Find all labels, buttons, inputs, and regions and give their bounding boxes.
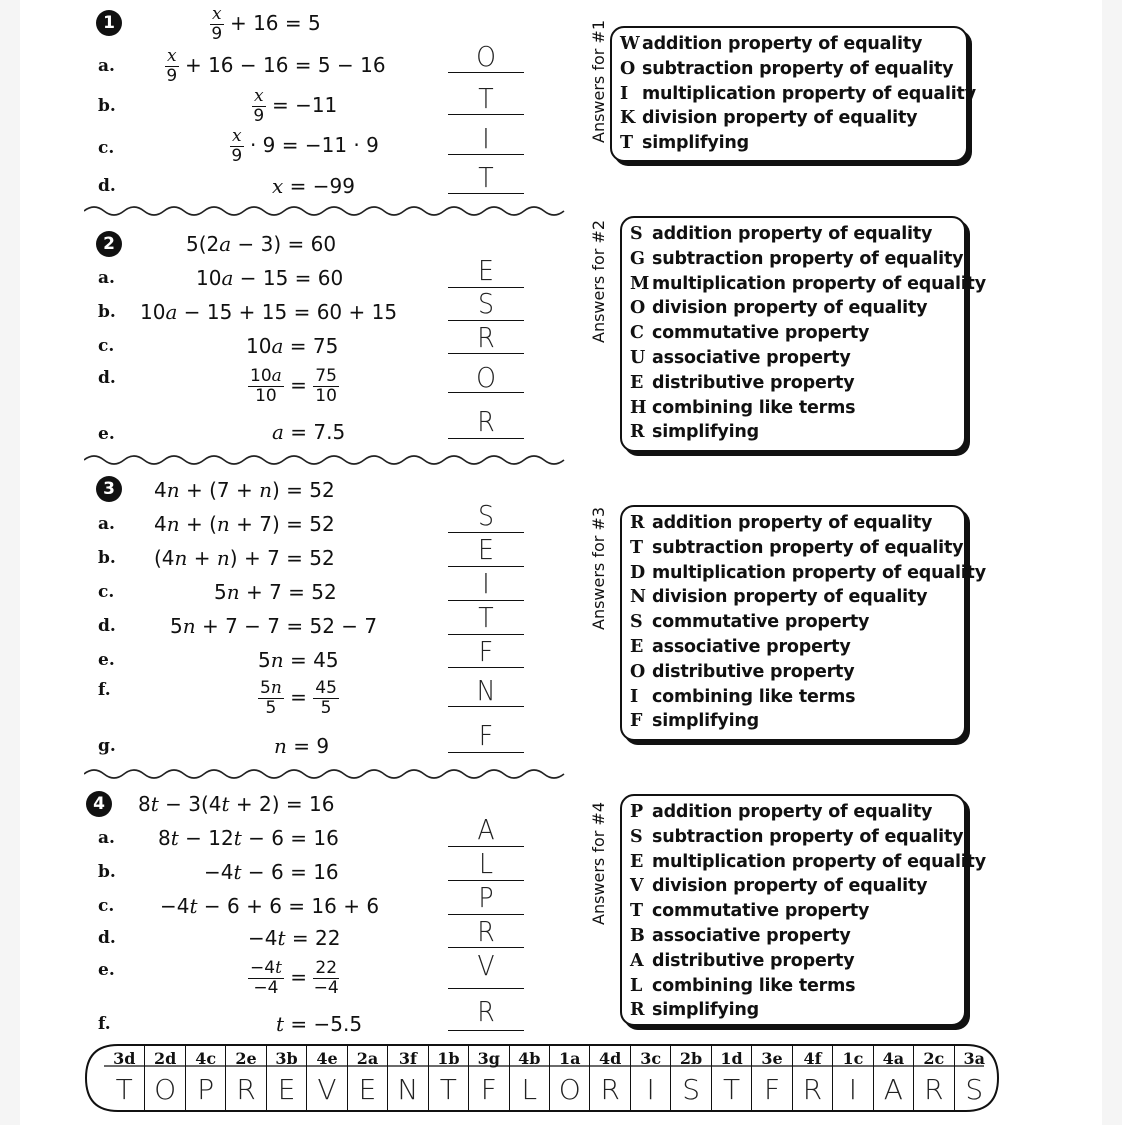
choice-row: S subtraction property of equality — [630, 826, 964, 847]
decoder-cell — [792, 1045, 832, 1111]
step-label: c. — [98, 582, 115, 602]
step-label: f. — [98, 680, 111, 700]
decoder-letter[interactable]: P — [197, 1073, 215, 1106]
decoder-letter[interactable]: F — [763, 1073, 781, 1106]
problem-4-step-b-equation: −4t − 6 = 16 — [204, 860, 339, 884]
choice-row: E associative property — [630, 636, 851, 657]
decoder-code: 4e — [316, 1049, 338, 1068]
problem-1-step-d-equation: x = −99 — [272, 174, 355, 198]
answers-for-4-label: Answers for #4 — [589, 801, 608, 925]
answers-for-3-label: Answers for #3 — [589, 506, 608, 630]
step-label: b. — [98, 548, 116, 568]
decoder-code: 4f — [803, 1049, 822, 1068]
decoder-code: 2e — [235, 1049, 257, 1068]
decoder-letter[interactable]: I — [848, 1073, 858, 1106]
answer-2d[interactable]: O — [476, 361, 496, 394]
step-label: f. — [98, 1014, 111, 1034]
answers-for-1-label: Answers for #1 — [589, 19, 608, 143]
problem-3-original-equation: 4n + (7 + n) = 52 — [154, 478, 335, 502]
decoder-code: 4b — [518, 1049, 541, 1068]
problem-2-step-d-equation: $\frac{10a}{10}$ = $\frac{75}{10}$ — [250, 366, 337, 406]
answer-3a[interactable]: S — [477, 499, 495, 532]
step-label: c. — [98, 896, 115, 916]
answer-blank — [448, 1030, 524, 1031]
wavy-divider — [84, 766, 574, 782]
choice-row: R simplifying — [630, 422, 759, 443]
step-label: c. — [98, 336, 115, 356]
problem-2-step-c-equation: 10a = 75 — [246, 334, 339, 358]
answer-3b[interactable]: E — [478, 533, 494, 566]
problem-1-original-equation: $\frac{x}{9}$ + 16 = 5 — [211, 4, 321, 44]
answer-3f[interactable]: N — [476, 674, 496, 707]
problem-3-step-e-equation: 5n = 45 — [258, 648, 339, 672]
choice-row: E multiplication property of equality — [630, 851, 986, 872]
problem-3-step-b-equation: (4n + n) + 7 = 52 — [154, 546, 335, 570]
step-label: b. — [98, 302, 116, 322]
problem-2-step-a-equation: 10a − 15 = 60 — [196, 266, 344, 290]
problem-4-step-a-equation: 8t − 12t − 6 = 16 — [158, 826, 339, 850]
decoder-letter[interactable]: R — [802, 1073, 823, 1106]
choice-row: O division property of equality — [630, 298, 928, 319]
answer-blank — [448, 947, 524, 948]
decoder-code: 3g — [477, 1049, 500, 1068]
problem-4-original-equation: 8t − 3(4t + 2) = 16 — [138, 792, 335, 816]
decoder-cell — [630, 1045, 670, 1111]
step-label: a. — [98, 268, 115, 288]
choice-row: O distributive property — [630, 661, 855, 682]
answer-4b[interactable]: L — [478, 847, 494, 880]
decoder-cell — [549, 1045, 589, 1111]
answer-blank — [448, 392, 524, 393]
problem-4-step-d-equation: −4t = 22 — [248, 926, 341, 950]
decoder-cell — [711, 1045, 751, 1111]
step-label: g. — [98, 736, 116, 756]
step-label: b. — [98, 862, 116, 882]
decoder-cell — [832, 1045, 872, 1111]
decoder-letter[interactable]: O — [558, 1073, 581, 1106]
decoder-cell — [428, 1045, 468, 1111]
decoder-letter[interactable]: A — [883, 1073, 903, 1106]
answer-1d[interactable]: T — [478, 161, 494, 194]
decoder-cell — [306, 1045, 346, 1111]
problem-4-step-e-equation: $\frac{-4t}{-4}$ = $\frac{22}{-4}$ — [250, 958, 339, 998]
decoder-letter[interactable]: S — [965, 1073, 984, 1106]
decoder-letter[interactable]: R — [924, 1073, 944, 1106]
problem-3-choices — [620, 505, 986, 741]
answer-blank — [448, 438, 524, 439]
problem-4-choices — [620, 794, 986, 1026]
decoder-cell — [589, 1045, 629, 1111]
answer-3c[interactable]: I — [482, 567, 490, 600]
worksheet-page — [20, 0, 1102, 1125]
answer-blank — [448, 154, 524, 155]
decoder-letter[interactable]: T — [439, 1073, 457, 1106]
problem-4-step-f-equation: t = −5.5 — [276, 1012, 363, 1036]
wavy-divider — [84, 203, 574, 219]
choice-row: I combining like terms — [630, 686, 856, 707]
answer-4c[interactable]: P — [478, 881, 494, 914]
step-label: a. — [98, 828, 115, 848]
step-label: d. — [98, 616, 116, 636]
problem-2-number: 2 — [96, 231, 122, 257]
answer-4d[interactable]: R — [477, 915, 495, 948]
choice-row: O subtraction property of equality — [620, 58, 954, 79]
step-label: a. — [98, 514, 115, 534]
problem-4-step-c-equation: −4t − 6 + 6 = 16 + 6 — [160, 894, 380, 918]
decoder-cell — [266, 1045, 306, 1111]
answer-blank — [448, 72, 524, 73]
problem-2-original-equation: 5(2a − 3) = 60 — [186, 232, 337, 256]
decoder-code: 1b — [437, 1049, 460, 1068]
decoder-code: 3f — [398, 1049, 417, 1068]
answer-4f[interactable]: R — [477, 995, 495, 1028]
answer-blank — [448, 353, 524, 354]
answer-3d[interactable]: T — [478, 601, 494, 634]
answer-2c[interactable]: R — [477, 321, 495, 354]
step-label: d. — [98, 928, 116, 948]
decoder-code: 3a — [963, 1049, 985, 1068]
answer-4e[interactable]: V — [477, 949, 495, 982]
decoder-cell — [104, 1045, 144, 1111]
choice-row: S addition property of equality — [630, 224, 933, 244]
choice-row: W addition property of equality — [620, 34, 923, 54]
decoder-code: 1a — [558, 1049, 581, 1068]
answer-1a[interactable]: O — [476, 40, 496, 73]
answer-2e[interactable]: R — [477, 405, 495, 438]
choice-row: T subtraction property of equality — [630, 537, 964, 558]
problem-2-step-b-equation: 10a − 15 + 15 = 60 + 15 — [140, 300, 398, 324]
problem-2-step-e-equation: a = 7.5 — [272, 420, 346, 444]
decoder-cell — [468, 1045, 508, 1111]
decoder-letter[interactable]: E — [358, 1073, 377, 1106]
decoder-cell — [509, 1045, 549, 1111]
choice-row: F simplifying — [630, 711, 759, 732]
decoder-cell — [913, 1045, 953, 1111]
choice-row: B associative property — [630, 925, 851, 946]
decoder-letter[interactable]: T — [115, 1073, 133, 1106]
choice-row: P addition property of equality — [630, 802, 933, 822]
decoder-letter[interactable]: F — [480, 1073, 497, 1106]
decoder-letter[interactable]: R — [600, 1073, 620, 1106]
decoder-code: 3e — [761, 1049, 783, 1068]
step-label: d. — [98, 176, 116, 196]
answer-3g[interactable]: F — [478, 719, 494, 752]
answer-1c[interactable]: I — [482, 122, 490, 155]
decoder-code: 2a — [356, 1049, 379, 1068]
decoder-code: 3b — [275, 1049, 298, 1068]
decoder-cell — [225, 1045, 265, 1111]
decoder-cell — [751, 1045, 791, 1111]
step-label: c. — [98, 138, 115, 158]
decoder-cell — [387, 1045, 427, 1111]
decoder-code: 2d — [154, 1049, 177, 1068]
answer-blank — [448, 988, 524, 989]
decoder-cell — [873, 1045, 913, 1111]
problem-1-step-b-equation: $\frac{x}{9}$ = −11 — [253, 86, 338, 126]
decoder-letter[interactable]: T — [722, 1073, 741, 1106]
choice-row: G subtraction property of equality — [630, 248, 964, 269]
decoder-letter[interactable]: O — [154, 1073, 177, 1106]
choice-row: U associative property — [630, 347, 851, 368]
choice-row: C commutative property — [630, 323, 870, 344]
problem-4-number: 4 — [86, 791, 112, 817]
decoder-cell — [185, 1045, 225, 1111]
problem-1-step-a-equation: $\frac{x}{9}$ + 16 − 16 = 5 − 16 — [166, 46, 386, 86]
answers-for-2-label: Answers for #2 — [589, 219, 608, 343]
choice-row: E distributive property — [630, 372, 855, 393]
answer-2b[interactable]: S — [477, 287, 495, 320]
decoder-code: 1d — [720, 1049, 743, 1068]
decoder-cell — [347, 1045, 387, 1111]
decoder-code: 1c — [842, 1049, 864, 1068]
answer-1b[interactable]: T — [478, 82, 494, 115]
choice-row: I multiplication property of equality — [620, 83, 976, 104]
answer-blank — [448, 193, 524, 194]
decoder-cell — [144, 1045, 184, 1111]
problem-1-number: 1 — [96, 10, 122, 36]
decoder-code: 4c — [195, 1049, 217, 1068]
problem-3-step-g-equation: n = 9 — [274, 734, 330, 758]
choice-row: H combining like terms — [630, 397, 856, 418]
decoder-letter[interactable]: E — [277, 1073, 296, 1106]
choice-row: K division property of equality — [620, 108, 918, 129]
decoder-band — [104, 1045, 994, 1111]
step-label: e. — [98, 424, 115, 444]
problem-3-step-a-equation: 4n + (n + 7) = 52 — [154, 512, 335, 536]
step-label: b. — [98, 96, 116, 116]
answer-blank — [448, 752, 524, 753]
answer-blank — [448, 114, 524, 115]
decoder-code: 4d — [599, 1049, 622, 1068]
problem-3-step-d-equation: 5n + 7 − 7 = 52 − 7 — [170, 614, 378, 638]
step-label: e. — [98, 650, 115, 670]
choice-row: T commutative property — [630, 901, 870, 922]
problem-2-choices — [620, 216, 986, 452]
decoder-code: 2c — [923, 1049, 945, 1068]
decoder-letter[interactable]: L — [521, 1073, 538, 1106]
choice-row: N division property of equality — [630, 587, 928, 608]
choice-row: S commutative property — [630, 612, 870, 633]
choice-row: T simplifying — [620, 133, 749, 154]
problem-3-step-c-equation: 5n + 7 = 52 — [214, 580, 337, 604]
problem-1-step-c-equation: $\frac{x}{9}$ · 9 = −11 · 9 — [231, 126, 379, 166]
answer-blank — [448, 667, 524, 668]
decoder-cell — [954, 1045, 994, 1111]
decoder-letter[interactable]: S — [682, 1073, 700, 1106]
choice-row: A distributive property — [630, 950, 855, 971]
choice-row: L combining like terms — [630, 975, 856, 996]
decoder-letter[interactable]: R — [236, 1073, 256, 1106]
decoder-letter[interactable]: V — [317, 1073, 337, 1106]
decoder-cell — [670, 1045, 710, 1111]
problem-3-number: 3 — [96, 476, 122, 502]
problem-1-choices — [610, 26, 976, 162]
answer-blank — [448, 706, 524, 707]
decoder-code: 2b — [679, 1049, 703, 1068]
decoder-code: 3c — [640, 1049, 662, 1068]
decoder-letter[interactable]: I — [646, 1073, 655, 1106]
answer-2a[interactable]: E — [478, 254, 494, 287]
answer-3e[interactable]: F — [478, 635, 494, 668]
choice-row: D multiplication property of equality — [630, 562, 986, 583]
step-label: d. — [98, 368, 116, 388]
step-label: e. — [98, 960, 115, 980]
decoder-letter[interactable]: N — [397, 1073, 419, 1106]
choice-row: M multiplication property of equality — [630, 273, 986, 294]
decoder-code: 3d — [113, 1049, 136, 1068]
choice-row: R simplifying — [630, 1000, 759, 1021]
decoder-code: 4a — [882, 1049, 905, 1068]
problem-3-step-f-equation: $\frac{5n}{5}$ = $\frac{45}{5}$ — [260, 678, 337, 718]
wavy-divider — [84, 452, 574, 468]
choice-row: V division property of equality — [630, 876, 928, 897]
answer-4a[interactable]: A — [477, 813, 495, 846]
choice-row: R addition property of equality — [630, 513, 933, 533]
step-label: a. — [98, 56, 115, 76]
